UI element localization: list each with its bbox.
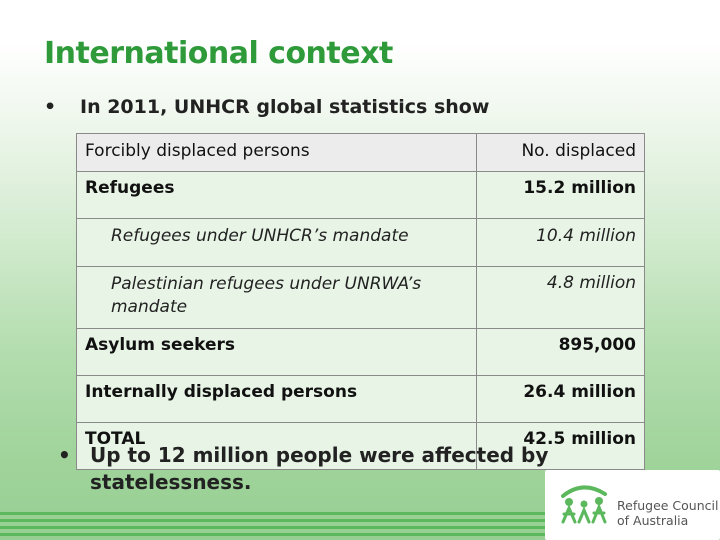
row-label: TOTAL — [77, 423, 477, 470]
table-row — [77, 267, 645, 329]
table-row — [77, 329, 645, 376]
logo-text — [617, 498, 718, 528]
table-row — [77, 172, 645, 219]
row-value: 895,000 — [477, 329, 645, 376]
header-label: Forcibly displaced persons — [77, 134, 477, 172]
bullet-marker: • — [58, 443, 71, 467]
table-header-row — [77, 134, 645, 172]
row-label: Asylum seekers — [77, 329, 477, 376]
row-label: Refugees under UNHCR’s mandate — [77, 219, 477, 267]
people-group-icon — [557, 482, 613, 528]
bullet-2011-stats — [44, 96, 489, 118]
table-row — [77, 376, 645, 423]
slide-title: International context — [44, 36, 393, 71]
bullet-marker: • — [44, 96, 57, 118]
row-value: 26.4 million — [477, 376, 645, 423]
row-label: Internally displaced persons — [77, 376, 477, 423]
logo-line-2: of Australia — [617, 513, 689, 528]
decorative-stripes — [0, 512, 545, 540]
row-value: 42.5 million — [477, 423, 645, 470]
displacement-table — [76, 133, 645, 470]
bullet-text: In 2011, UNHCR global statistics show — [80, 96, 490, 118]
row-value: 4.8 million — [477, 267, 645, 329]
row-value: 10.4 million — [477, 219, 645, 267]
row-label: Palestinian refugees under UNRWA’s mandate — [77, 267, 477, 329]
row-value: 15.2 million — [477, 172, 645, 219]
logo-line-1: Refugee Council — [617, 498, 719, 513]
table-row — [77, 219, 645, 267]
header-value: No. displaced — [477, 134, 645, 172]
refugee-council-logo — [545, 470, 720, 540]
bullet-text: Up to 12 million people were affected by statelessness. — [90, 443, 549, 494]
row-label: Refugees — [77, 172, 477, 219]
